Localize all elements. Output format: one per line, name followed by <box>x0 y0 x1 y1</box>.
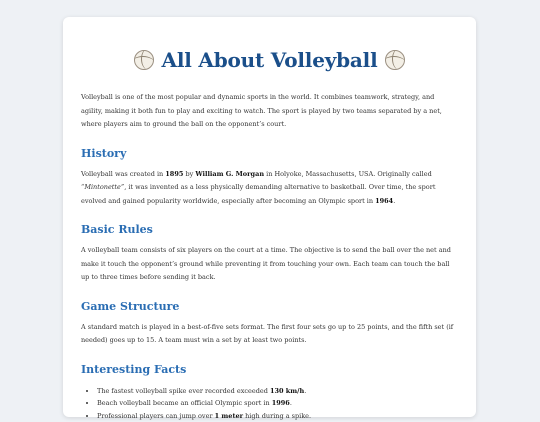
game-structure-heading: Game Structure <box>81 300 458 313</box>
rules-heading: Basic Rules <box>81 223 458 236</box>
facts-list <box>81 385 458 422</box>
list-item: • Professional players can jump over 1 meter high during a spike. <box>97 410 458 422</box>
rules-paragraph: A volleyball team consists of six players on the court at a time. The objective is to send the ball over the net and make it touch the opponent’s ground while preventing it from touching your own. Each team can touch the ball up to three times before sending it back. <box>81 244 458 285</box>
history-paragraph: Volleyball was created in 1895 by William G. Morgan in Holyoke, Massachusetts, USA. Originally called “Mintonette”, it was invented as a less physically demanding alternative to basketball. Over time, the sport evolved and gained popularity worldwide, especially after becoming an Olympic sport in 1964. <box>81 168 458 209</box>
game-structure-paragraph: A standard match is played in a best-of-five sets format. The first four sets go up to 25 points, and the fifth set (if needed) goes up to 15. A team must win a set by at least two points. <box>81 321 458 348</box>
volleyball-icon <box>385 50 405 70</box>
history-heading: History <box>81 147 458 160</box>
inventor-name: William G. Morgan <box>195 170 264 178</box>
list-item: • Beach volleyball became an official Olympic sport in 1996. <box>97 397 458 410</box>
creation-year: 1895 <box>165 170 183 178</box>
page-title: All About Volleyball <box>162 48 378 72</box>
volleyball-icon <box>134 50 154 70</box>
facts-heading: Interesting Facts <box>81 363 458 376</box>
list-item: • The fastest volleyball spike ever recorded exceeded 130 km/h. <box>97 385 458 398</box>
intro-paragraph: Volleyball is one of the most popular and dynamic sports in the world. It combines teamwork, strategy, and agility, making it both fun to play and exciting to watch. The sport is played by two teams separated by a net, where players aim to ground the ball on the opponent’s court. <box>81 91 458 132</box>
olympic-year: 1964 <box>375 197 393 205</box>
original-name: “Mintonette” <box>81 183 124 191</box>
title-row <box>81 45 458 75</box>
article-card <box>63 17 476 417</box>
